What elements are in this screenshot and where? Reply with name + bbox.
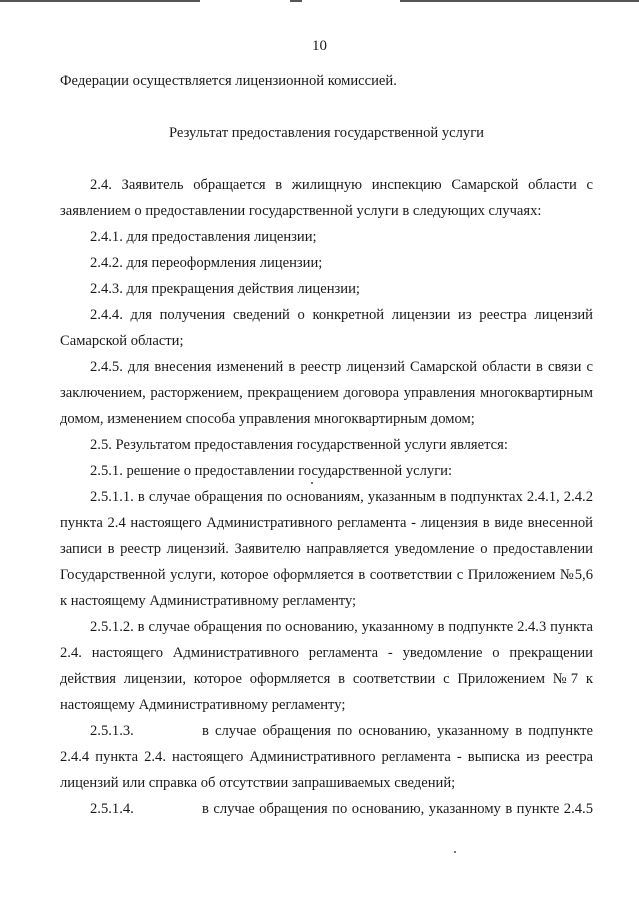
scan-edge-segment: [400, 0, 639, 2]
paragraph-2-5: 2.5. Результатом предоставления государственной услуги является:: [90, 437, 508, 453]
item-number: 2.5.1.3.: [90, 723, 134, 739]
paragraph-2-4-5: 2.4.5. для внесения изменений в реестр лицензий Самарской области в связи с заключением, расторжением, прекращением договора управления многоквартирным домом, изменением способа управления многоквартирным домом;: [60, 359, 593, 427]
paragraph-2-5-1-1: 2.5.1.1. в случае обращения по основаниям, указанным в подпунктах 2.4.1, 2.4.2 пункта 2.4 настоящего Административного регламента - лицензия в виде внесенной записи в реестр лицензий. Заявителю направляется уведомление о предоставлении Государственной услуги, которое оформляется в соответствии с Приложением №5,6 к настоящему Административному регламенту;: [60, 489, 593, 609]
paragraph-2-4-2: 2.4.2. для переоформления лицензии;: [90, 255, 323, 271]
scan-speck: [311, 482, 313, 484]
paragraph-2-5-1-2: 2.5.1.2. в случае обращения по основанию, указанному в подпункте 2.4.3 пункта 2.4. настоящего Административного регламента - уведомление о прекращении действия лицензии, которое оформляется в соответствии с Приложением №7 к настоящему Административному регламенту;: [60, 619, 593, 713]
document-body: [60, 68, 593, 822]
paragraph-2-5-1-3-rest: 2.4.4 пункта 2.4. настоящего Административного регламента - выписка из реестра лицензий или справка об отсутствии запрашиваемых сведений;: [60, 749, 593, 791]
scan-speck: [454, 851, 456, 853]
paragraph-2-4-3: 2.4.3. для прекращения действия лицензии;: [90, 281, 360, 297]
page-number: 10: [312, 38, 327, 54]
item-text: в случае обращения по основанию, указанному в пункте 2.4.5: [202, 801, 593, 817]
paragraph-2-5-1-3-first-line: [60, 718, 593, 744]
item-number: 2.5.1.4.: [90, 801, 134, 817]
intro-line: Федерации осуществляется лицензионной комиссией.: [60, 73, 397, 89]
section-heading: Результат предоставления государственной услуги: [169, 125, 484, 141]
paragraph-2-5-1: 2.5.1. решение о предоставлении государственной услуги:: [90, 463, 453, 479]
paragraph-2-4-4: 2.4.4. для получения сведений о конкретной лицензии из реестра лицензий Самарской области;: [60, 307, 593, 349]
paragraph-2-4: 2.4. Заявитель обращается в жилищную инспекцию Самарской области с заявлением о предоставлении государственной услуги в следующих случаях:: [60, 177, 593, 219]
scan-edge: [0, 0, 639, 4]
item-text: в случае обращения по основанию, указанному в подпункте: [202, 723, 593, 739]
paragraph-2-5-1-4-first-line: [60, 796, 593, 822]
scan-edge-segment: [0, 0, 200, 2]
paragraph-2-4-1: 2.4.1. для предоставления лицензии;: [90, 229, 317, 245]
scan-edge-segment: [290, 0, 302, 2]
